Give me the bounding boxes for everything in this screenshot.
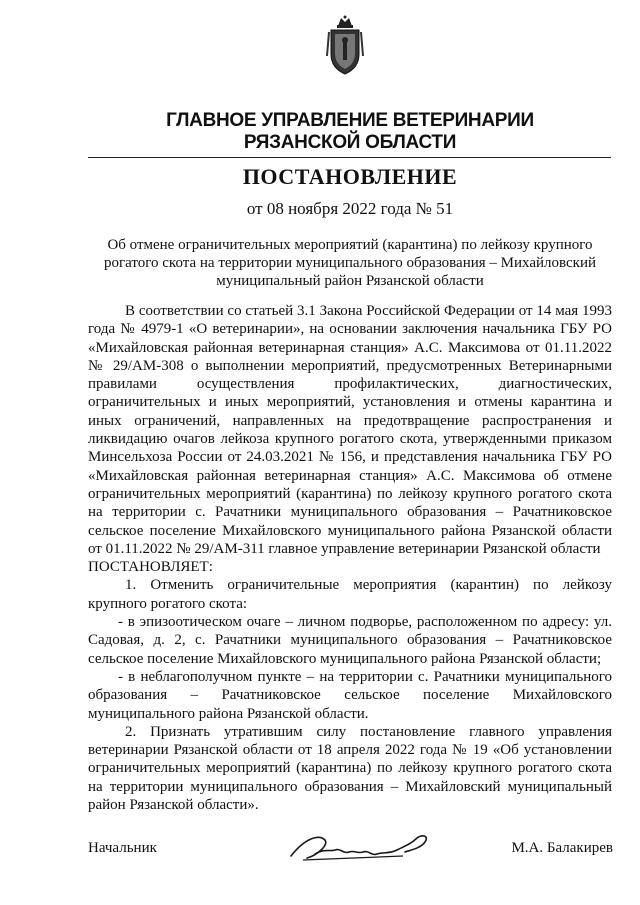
signer-name: М.А. Балакирев (511, 840, 613, 856)
header-divider (88, 157, 611, 158)
item-2-paragraph: 2. Признать утратившим силу постановление главного управления ветеринарии Рязанской области от 18 апреля 2022 года № 19 «Об установлении ограничительных мероприятий (карантина) по лейкозу крупного рогатого скота на территории муниципального образования – Михайловский муниципальный район Рязанской области». (88, 723, 612, 814)
org-name-line2: РЯЗАНСКОЙ ОБЛАСТИ (243, 132, 457, 153)
document-type-title: ПОСТАНОВЛЕНИЕ (242, 164, 458, 189)
coat-of-arms-icon (325, 14, 365, 80)
document-date-number: от 08 ноября 2022 года № 51 (246, 199, 454, 218)
document-body (88, 302, 612, 814)
preamble-paragraph: В соответствии со статьей 3.1 Закона Российской Федерации от 14 мая 1993 года № 4979-1 «О ветеринарии», на основании заключения начальника ГБУ РО «Михайловская районная ветеринарная станция» А.С. Максимова от 01.11.2022 № 29/АМ-308 о выполнении мероприятий, предусмотренных Ветеринарными правилами осуществления профилактических, диагностических, ограничительных и иных мероприятий, установления и отмены карантина и иных ограничений, направленных на предотвращение распространения и ликвидацию очагов лейкоза крупного рогатого скота, утвержденными приказом Минсельхоза России от 24.03.2021 № 156, и представления начальника ГБУ РО «Михайловская районная ветеринарная станция» А.С. Максимова об отмене ограничительных мероприятий (карантина) по лейкозу крупного рогатого скота на территории с. Рачатники муниципального образования – Рачатниковское сельское поселение Михайловского муниципального района Рязанской области от 01.11.2022 № 29/АМ-311 главное управление ветеринарии Рязанской области (88, 303, 612, 557)
item-1-paragraph: 1. Отменить ограничительные мероприятия (карантин) по лейкозу крупного рогатого скота: (88, 577, 612, 612)
item-1a-paragraph: - в эпизоотическом очаге – личном подворье, расположенном по адресу: ул. Садовая, д. 2, с. Рачатники муниципального образования – Рачатниковское сельское поселение Михайловского муниципального района Рязанской области; (88, 614, 612, 667)
document-subject: Об отмене ограничительных мероприятий (карантина) по лейкозу крупного рогатого скота на территории муниципального образования – Михайловский муниципальный район Рязанской области (103, 237, 597, 289)
org-name-line1: ГЛАВНОЕ УПРАВЛЕНИЕ ВЕТЕРИНАРИИ (166, 110, 534, 131)
resolves-line: ПОСТАНОВЛЯЕТ: (88, 559, 213, 576)
signer-role: Начальник (88, 840, 157, 856)
handwritten-signature (285, 826, 445, 866)
item-1b-paragraph: - в неблагополучном пункте – на территории с. Рачатники муниципального образования – Рачатниковское сельское поселение Михайловского муниципального района Рязанской области. (88, 668, 612, 722)
